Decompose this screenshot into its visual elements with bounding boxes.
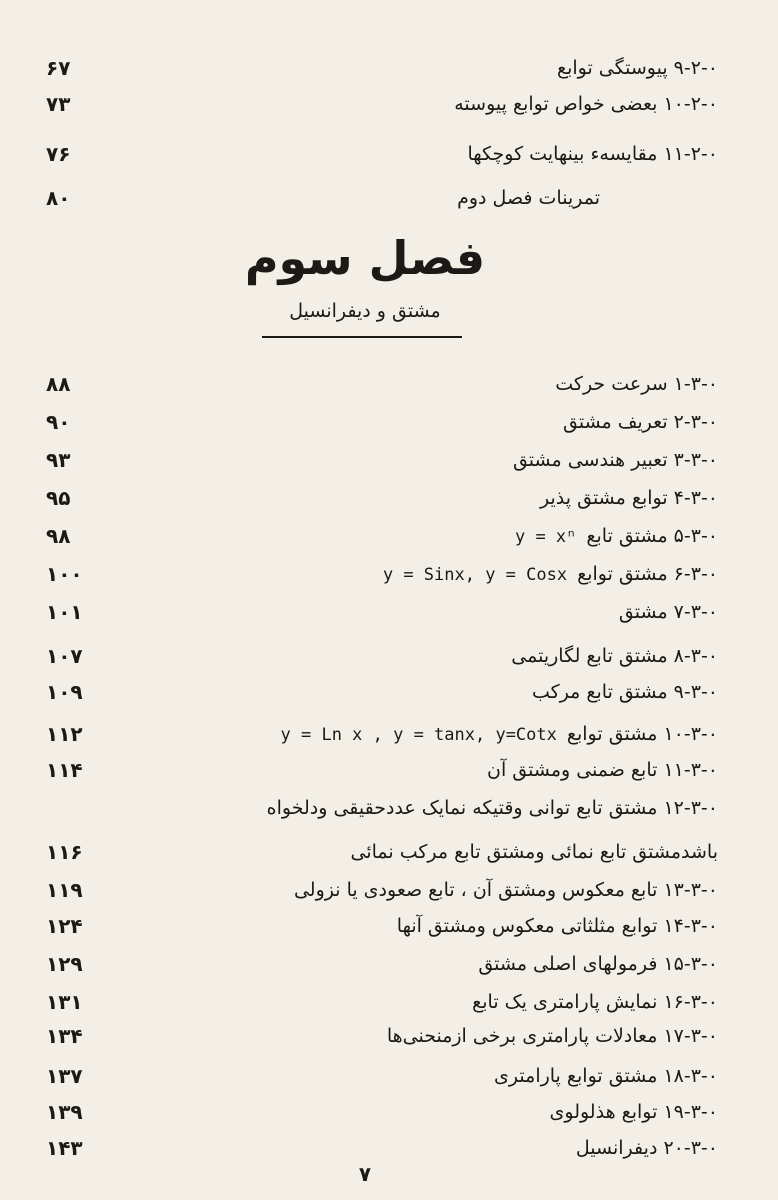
toc-entry-title [494,1058,718,1094]
toc-entry-label: ۱۱-۳-۰ تابع ضمنی ومشتق آن [487,759,718,781]
toc-entry [0,1094,778,1130]
toc-entry-page: ۶۷ [46,56,71,80]
toc-entry [0,180,778,216]
toc-entry-title [397,908,718,944]
heading-underline [262,336,462,338]
toc-entry-label: ۷-۳-۰ مشتق [618,601,718,623]
toc-entry-title [387,1018,718,1054]
toc-entry-formula: y = Sinx, y = Cosx [382,565,568,585]
toc-entry [0,480,778,516]
toc-entry-title [515,518,718,555]
toc-entry [0,1058,778,1094]
toc-entry-title [487,752,718,788]
toc-entry-page: ۱۰۱ [46,600,83,624]
toc-entry-title [511,638,718,674]
toc-entry-page: ۱۳۱ [46,990,83,1014]
toc-entry [0,136,778,172]
toc-entry [0,1018,778,1054]
toc-entry-label: ۱۹-۳-۰ توابع هذلولوی [549,1101,718,1123]
toc-entry-label: ۳-۳-۰ تعبیر هندسی مشتق [512,449,718,471]
toc-entry-label: ۴-۳-۰ توابع مشتق پذیر [540,487,718,509]
toc-entry-title [351,834,719,870]
toc-entry [0,404,778,440]
toc-entry-title [555,366,718,402]
toc-entry-label: ۱-۳-۰ سرعت حرکت [555,373,718,395]
toc-entry-label: ۸-۳-۰ مشتق تابع لگاریتمی [511,645,718,667]
toc-entry [0,946,778,982]
toc-entry-title [563,404,718,440]
toc-entry [0,752,778,788]
toc-entry-title [281,716,718,753]
toc-entry-page: ۹۰ [46,410,71,434]
toc-entry-page: ۱۱۹ [46,878,83,902]
toc-entry-label: ۱۸-۳-۰ مشتق توابع پارامتری [494,1065,718,1087]
toc-entry [0,442,778,478]
toc-entry-title [619,594,718,630]
toc-entry-title: تمرینات فصل دوم [457,187,600,209]
chapter-subheading: مشتق و دیفرانسیل [289,300,441,322]
toc-entry-label: ۹-۳-۰ مشتق تابع مرکب [532,681,718,703]
toc-entry [0,50,778,86]
toc-entry-title [540,480,718,516]
toc-entry [0,790,778,826]
toc-entry-label: ۱۳-۳-۰ تابع معکوس ومشتق آن ، تابع صعودی یا نزولی [293,879,718,901]
page-number: ۷ [358,1162,372,1186]
toc-entry-page: ۷۶ [46,142,71,166]
toc-entry-page: ۹۸ [46,524,71,548]
toc-entry [0,716,778,752]
toc-entry-title [478,946,718,982]
toc-entry-label: ۲-۳-۰ تعریف مشتق [562,411,718,433]
toc-entry-page: ۸۸ [46,372,71,396]
toc-entry-title [267,790,718,826]
toc-entry-label: ۱۷-۳-۰ معادلات پارامتری برخی ازمنحنی‌ها [386,1025,718,1047]
toc-entry [0,366,778,402]
toc-entry-label: ۱۰-۳-۰ مشتق توابع [566,723,718,745]
toc-entry-page: ۹۵ [46,486,71,510]
toc-entry-title [532,674,718,710]
toc-entry-page: ۱۲۹ [46,952,83,976]
toc-entry-formula: y = Ln x , y = tanx, y=Cotx [280,725,557,745]
toc-entry-page: ۱۳۹ [46,1100,83,1124]
chapter-heading: فصل سوم [244,231,486,285]
toc-entry-page: ۱۰۹ [46,680,83,704]
toc-entry-label: ۱۴-۳-۰ توابع مثلثاتی معکوس ومشتق آنها [396,915,718,937]
toc-entry-label: ۶-۳-۰ مشتق توابع [577,563,718,585]
toc-entry [0,984,778,1020]
toc-entry [0,556,778,592]
toc-entry [0,518,778,554]
toc-entry-title [383,556,718,593]
toc-entry-page: ۱۱۲ [46,722,83,746]
toc-entry-page: ۷۳ [46,92,71,116]
toc-entry [0,638,778,674]
toc-entry [0,872,778,908]
toc-entry-page: ۱۳۴ [46,1024,83,1048]
toc-entry-title: ۱۱-۲-۰ مقایسهء بینهایت کوچکها [467,143,718,165]
toc-entry [0,86,778,122]
toc-entry [0,908,778,944]
toc-entry [0,594,778,630]
toc-entry-label: ۱۲-۳-۰ مشتق تابع توانی وقتیکه نمایک عددحقیقی ودلخواه [266,797,718,819]
toc-entry-continuation [0,834,778,870]
toc-entry-page: ۱۱۴ [46,758,83,782]
toc-entry-page: ۸۰ [46,186,71,210]
toc-entry-label: باشدمشتق تابع نمائی ومشتق تابع مرکب نمائی [350,841,718,863]
toc-entry-label: ۱۵-۳-۰ فرمولهای اصلی مشتق [478,953,718,975]
toc-entry-label: ۱۶-۳-۰ نمایش پارامتری یک تابع [472,991,718,1013]
toc-entry-label: ۵-۳-۰ مشتق تابع [586,525,718,547]
toc-entry-page: ۱۱۶ [46,840,83,864]
toc-entry-page: ۱۴۳ [46,1136,83,1160]
toc-entry-formula: y = xⁿ [514,527,577,547]
toc-entry-page: ۱۲۴ [46,914,83,938]
toc-entry-label: ۲۰-۳-۰ دیفرانسیل [575,1137,718,1159]
toc-entry-title [472,984,718,1020]
toc-entry-page: ۱۰۰ [46,562,83,586]
toc-entry-page: ۱۰۷ [46,644,83,668]
toc-entry-title: ۹-۲-۰ پیوستگی توابع [556,57,718,79]
toc-entry-title [294,872,718,908]
toc-entry-title [513,442,718,478]
toc-entry [0,1130,778,1166]
toc-entry-title: ۱۰-۲-۰ بعضی خواص توابع پیوسته [454,93,718,115]
toc-entry-page: ۱۳۷ [46,1064,83,1088]
toc-entry-page: ۹۳ [46,448,71,472]
toc-entry-title [550,1094,718,1130]
toc-entry-title [576,1130,718,1166]
toc-entry [0,674,778,710]
